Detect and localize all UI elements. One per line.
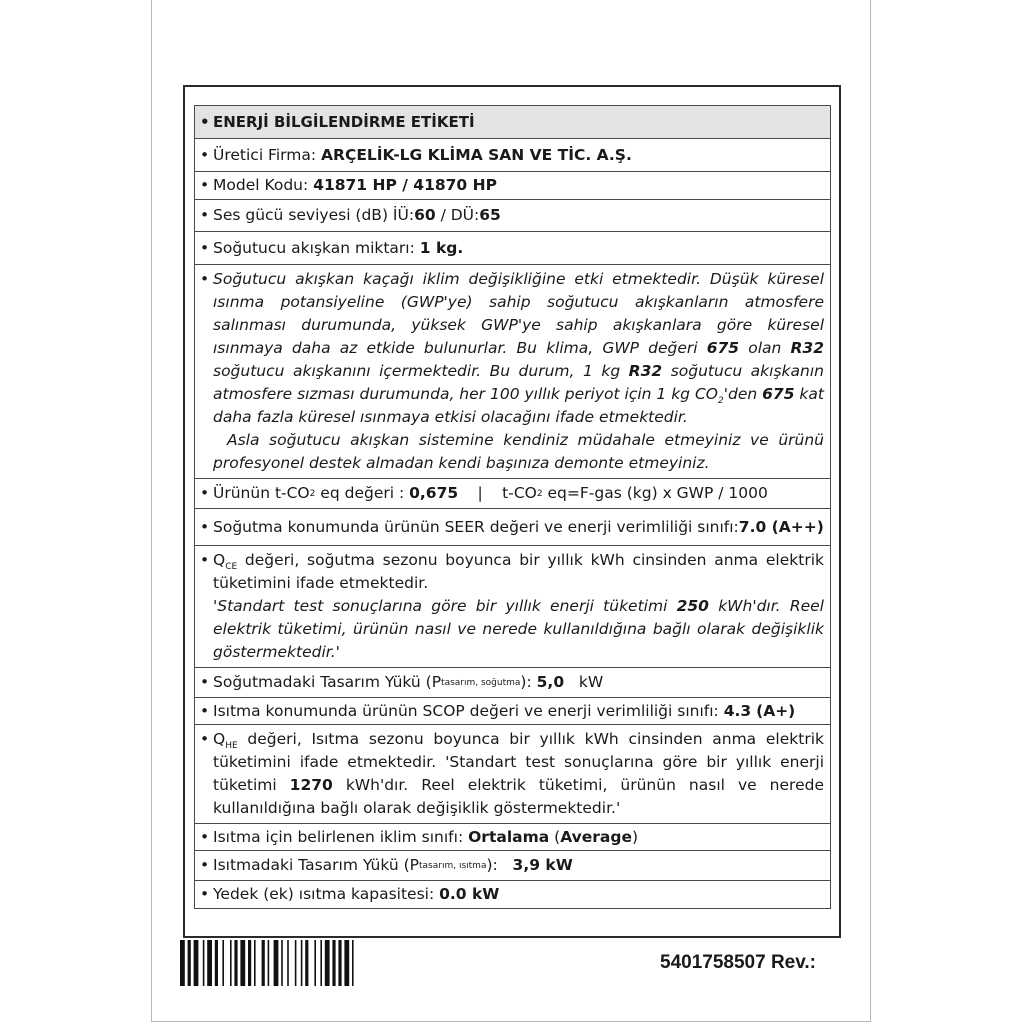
climate-value-en: Average bbox=[560, 827, 632, 846]
pdesign-heat-row: • Isıtmadaki Tasarım Yükü (P tasarım, ısıtma ): 3,9 kW bbox=[194, 851, 831, 881]
gas-type: R32 bbox=[790, 339, 824, 357]
refrigerant-value: 1 kg. bbox=[419, 238, 464, 257]
tco2-value: 0,675 bbox=[409, 484, 459, 502]
seer-row: • Soğutma konumunda ürünün SEER değeri ve enerji verimliliği sınıfı: 7.0 (A++) bbox=[194, 509, 831, 546]
annual-cooling-consumption: 250 bbox=[676, 597, 709, 615]
manufacturer-row: • Üretici Firma: ARÇELİK-LG KLİMA SAN VE TİC. A.Ş. bbox=[194, 139, 831, 172]
refrigerant-warning-row: • Soğutucu akışkan kaçağı iklim değişikliğine etki etmektedir. Düşük küresel ısınma potansiyeline (GWP'ye) sahip soğutucu akışkanların atmosfere salınması durumunda, yüksek GWP'ye sahip akışkanlara göre küresel ısınmaya daha az etkide bulunurlar. Bu klima, GWP değeri 675 olan R32 soğutucu akışkanını içermektedir. Bu durum, 1 kg R32 soğutucu akışkanın atmosfere sızması durumunda, her 100 yıllık periyot için 1 kg $CO_2'den$ 675 kat daha fazla küresel ısınmaya etkisi olacağını ifade etmektedir. Asla soğutucu akışkan sistemine kendiniz müdahale etmeyiniz ve ürünü profesyonel destek almadan kendi başınıza demonte etmeyiniz. bbox=[194, 265, 831, 479]
model-label: Model Kodu: bbox=[213, 176, 309, 194]
manufacturer-label: Üretici Firma: bbox=[213, 145, 317, 164]
backup-label: Yedek (ek) ısıtma kapasitesi: bbox=[213, 885, 435, 903]
divider: | bbox=[477, 484, 483, 502]
refrigerant-row: • Soğutucu akışkan miktarı: 1 kg. bbox=[194, 232, 831, 265]
pdesign-cool-value: 5,0 bbox=[536, 673, 565, 691]
tco2-row: • Ürünün t-CO 2 eq değeri : 0,675 | t-CO 2 eq=F-gas (kg) x GWP / 1000 bbox=[194, 479, 831, 509]
scop-value: 4.3 bbox=[723, 701, 752, 720]
sound-outdoor-value: 65 bbox=[479, 206, 501, 224]
scop-label: Isıtma konumunda ürünün SCOP değeri ve enerji verimliliği sınıfı: bbox=[213, 701, 719, 720]
annual-heating-consumption: 1270 bbox=[289, 776, 333, 794]
barcode bbox=[180, 940, 425, 986]
pdesign-cool-row: • Soğutmadaki Tasarım Yükü (P tasarım, soğutma ): 5,0 kW bbox=[194, 668, 831, 698]
sound-indoor-value: 60 bbox=[414, 206, 436, 224]
refrigerant-label: Soğutucu akışkan miktarı: bbox=[213, 238, 415, 257]
seer-value: 7.0 (A++) bbox=[738, 517, 824, 536]
gwp-value: 675 bbox=[706, 339, 740, 357]
qhe-row: • $Q_{HE}$ değeri, Isıtma sezonu boyunca bir yıllık kWh cinsinden anma elektrik tüketimini ifade etmektedir. 'Standart test sonuçlarına göre bir yıllık enerji tüketimi 1270 kWh'dır. Reel elektrik tüketimi, ürünün nasıl ve nerede kullanıldığına bağlı olarak değişiklik göstermektedir.' bbox=[194, 725, 831, 824]
gas-type-2: R32 bbox=[628, 362, 663, 380]
backup-row: • Yedek (ek) ısıtma kapasitesi: 0.0 kW bbox=[194, 881, 831, 909]
sound-label: Ses gücü seviyesi (dB) İÜ: bbox=[213, 206, 415, 224]
qce-row: • $Q_{CE}$ değeri, soğutma sezonu boyunca bir yıllık kWh cinsinden anma elektrik tüketimini ifade etmektedir. 'Standart test sonuçlarına göre bir yıllık enerji tüketimi 250 kWh'dır. Reel elektrik tüketimi, ürünün nasıl ve nerede kullanıldığına bağlı olarak değişiklik göstermektedir.' bbox=[194, 546, 831, 668]
tco2-formula: eq=F-gas (kg) x GWP / 1000 bbox=[542, 484, 768, 502]
energy-info-table bbox=[194, 105, 831, 909]
sound-outdoor-label: / DÜ: bbox=[435, 206, 480, 224]
manufacturer-value: ARÇELİK-LG KLİMA SAN VE TİC. A.Ş. bbox=[321, 145, 632, 164]
table-title-row: • ENERJİ BİLGİLENDİRME ETİKETİ bbox=[194, 105, 831, 139]
warning-text: Soğutucu akışkan kaçağı iklim değişikliğine etki etmektedir. Düşük küresel ısınma potansiyeline (GWP'ye) sahip soğutucu akışkanların atmosfere salınması durumunda, yüksek GWP'ye sahip akışkanlara göre küresel ısınmaya daha az etkide bulunurlar. Bu klima, GWP değeri 675 olan R32 soğutucu akışkanını içermektedir. Bu durum, 1 kg R32 soğutucu akışkanın atmosfere sızması durumunda, her 100 yıllık periyot için 1 kg $CO_2'den$ 675 kat daha fazla küresel ısınmaya etkisi olacağını ifade etmektedir. bbox=[213, 270, 824, 426]
climate-row: • Isıtma için belirlenen iklim sınıfı: Ortalama ( Average ) bbox=[194, 824, 831, 851]
warning-advice: Asla soğutucu akışkan sistemine kendiniz müdahale etmeyiniz ve ürünü profesyonel destek almadan kendi başınıza demonte etmeyiniz. bbox=[213, 431, 824, 472]
scop-class: (A+) bbox=[756, 701, 796, 720]
climate-label: Isıtma için belirlenen iklim sınıfı: bbox=[213, 827, 464, 846]
pdesign-heat-value: 3,9 kW bbox=[512, 856, 573, 874]
serial-number: 5401758507 Rev.: bbox=[660, 952, 816, 973]
scop-row: • Isıtma konumunda ürünün SCOP değeri ve enerji verimliliği sınıfı: 4.3 (A+) bbox=[194, 698, 831, 725]
table-title: ENERJİ BİLGİLENDİRME ETİKETİ bbox=[213, 112, 475, 131]
sound-row: • Ses gücü seviyesi (dB) İÜ: 60 / DÜ: 65 bbox=[194, 200, 831, 232]
climate-value: Ortalama bbox=[468, 827, 550, 846]
model-row: • Model Kodu: 41871 HP / 41870 HP bbox=[194, 172, 831, 200]
backup-value: 0.0 kW bbox=[439, 885, 500, 903]
model-value: 41871 HP / 41870 HP bbox=[313, 176, 497, 194]
gwp-value-2: 675 bbox=[762, 385, 795, 403]
seer-label: Soğutma konumunda ürünün SEER değeri ve enerji verimliliği sınıfı: bbox=[213, 517, 739, 536]
